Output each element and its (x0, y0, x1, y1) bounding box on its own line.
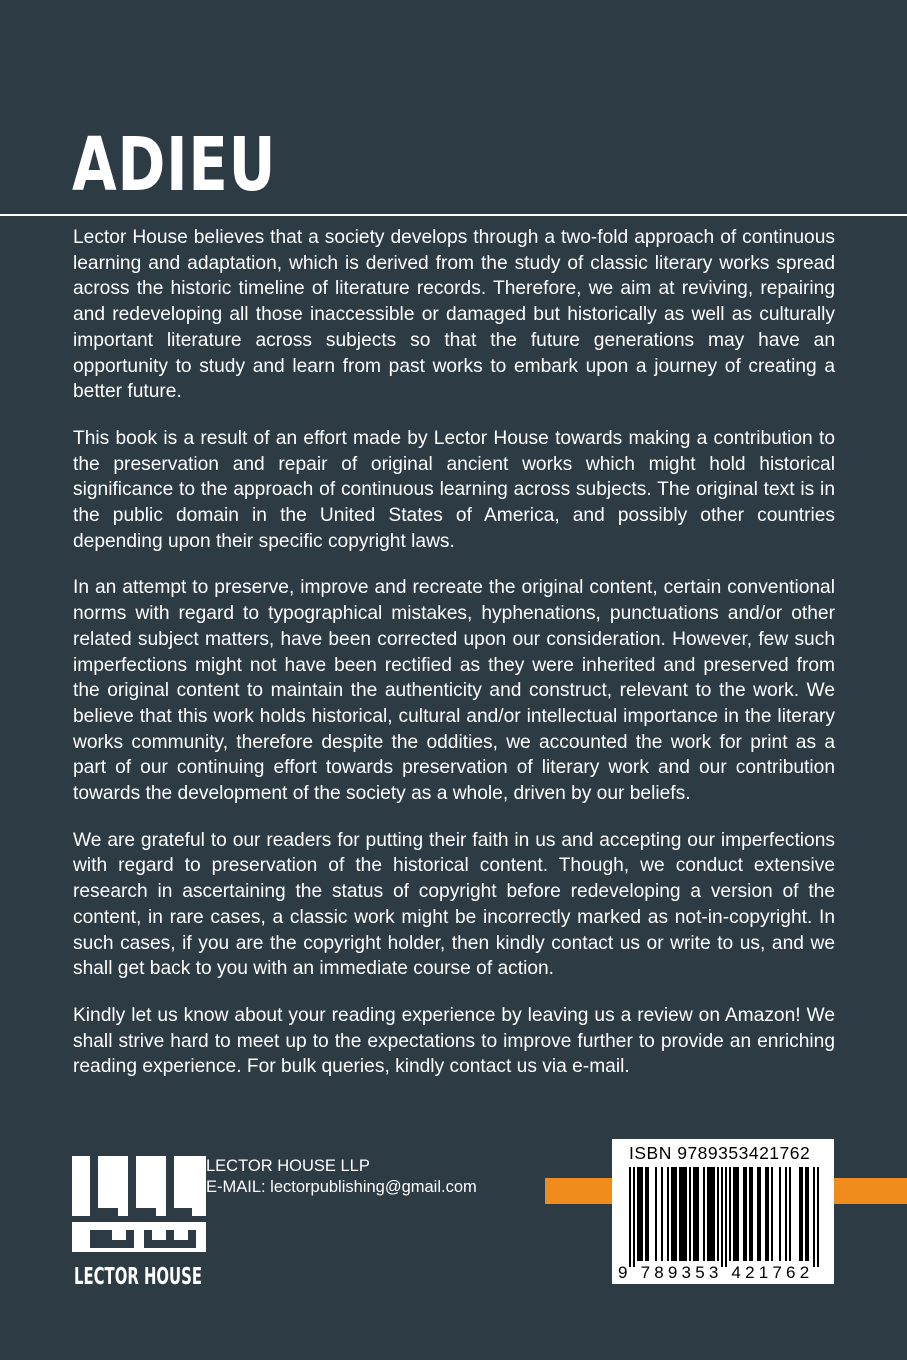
barcode-bar (751, 1167, 753, 1261)
barcode-bar (689, 1167, 691, 1261)
paragraph-5: Kindly let us know about your reading experience by leaving us a review on Amazon! We shall strive hard to meet up to the expectations to improve further to provide an enriching reading experience. For bulk queries, kindly contact us via e-mail. (73, 1004, 835, 1078)
barcode-bar (807, 1167, 809, 1261)
barcode-bar (729, 1167, 731, 1261)
barcode-bar (801, 1167, 803, 1261)
barcode-bar (779, 1167, 781, 1261)
barcode-bar (805, 1167, 807, 1261)
barcode-bar (671, 1167, 673, 1261)
logo-text: LECTOR HOUSE (74, 1264, 202, 1290)
barcode-bar (697, 1167, 699, 1261)
barcode-bar (759, 1167, 761, 1261)
barcode-bar (637, 1167, 639, 1261)
barcode-bar (675, 1167, 677, 1261)
barcode-bar (799, 1167, 801, 1261)
barcode-bar (785, 1167, 787, 1261)
back-cover-text (73, 225, 835, 1101)
barcode-bar (683, 1167, 685, 1261)
barcode-bar (743, 1167, 745, 1261)
book-title: ADIEU (72, 122, 277, 208)
isbn-barcode (612, 1139, 834, 1284)
barcode-bar (745, 1167, 747, 1261)
barcode-bar (667, 1167, 669, 1261)
barcode-bar (681, 1167, 683, 1261)
barcode-bar (703, 1167, 705, 1261)
paragraph-3: In an attempt to preserve, improve and recreate the original content, certain conventional norms with regard to typographical mistakes, hyphenations, punctuations and/or other related subject matters, have been corrected upon our consideration. However, few such imperfections might not have been rectified as they were inherited and preserved from the original content to maintain the authenticity and construct, relevant to the work. We believe that this work holds historical, cultural and/or intellectual importance in the literary works community, therefore despite the oddities, we accounted the work for print as a part of our continuing effort towards preservation of literary work and our contribution towards the development of the society as a whole, driven by our beliefs. (73, 577, 835, 805)
barcode-bar (771, 1167, 773, 1261)
barcode-bar (713, 1167, 715, 1261)
barcode-bar (709, 1167, 711, 1261)
barcode-bar (721, 1167, 723, 1267)
barcode-bar (725, 1167, 727, 1267)
barcode-bar (765, 1167, 767, 1261)
barcode-bar (647, 1167, 649, 1261)
barcode-bar (673, 1167, 675, 1261)
publisher-name: LECTOR HOUSE LLP (206, 1157, 370, 1175)
barcode-bar (695, 1167, 697, 1261)
barcode-bar (661, 1167, 663, 1261)
isbn-label: ISBN 9789353421762 (629, 1143, 811, 1163)
barcode-bar (641, 1167, 643, 1261)
barcode-bar (639, 1167, 641, 1261)
isbn-digits: 9 789353 421762 (618, 1263, 814, 1282)
paragraph-2: This book is a result of an effort made by Lector House towards making a contribution to the preservation and repair of original ancient works which might hold historical significance to the approach of continuous learning across subjects. The original text is in the public domain in the United States of America, and possibly other countries depending upon their specific copyright laws. (73, 427, 835, 552)
title-divider (0, 214, 907, 216)
barcode-bar (817, 1167, 819, 1267)
barcode-bar (629, 1167, 631, 1267)
publisher-email[interactable]: E-MAIL: lectorpublishing@gmail.com (206, 1178, 477, 1196)
barcode-bar (679, 1167, 681, 1261)
barcode-bar (655, 1167, 657, 1261)
barcode-bar (717, 1167, 719, 1261)
publisher-contact (206, 1156, 477, 1198)
paragraph-4: We are grateful to our readers for putting their faith in us and accepting our imperfections with regard to preservation of the historical content. Though, we conduct extensive research in ascertaining the status of copyright before redeveloping a version of the content, in rare cases, a classic work might be incorrectly marked as not-in-copyright. In such cases, if you are the copyright holder, then kindly contact us or write to us, and we shall get back to you with an immediate course of action. (73, 829, 835, 980)
barcode-bar (789, 1167, 791, 1261)
barcode-bar (733, 1167, 735, 1261)
paragraph-1: Lector House believes that a society develops through a two-fold approach of continuous learning and adaptation, which is derived from the study of classic literary works spread across the historic timeline of literature records. Therefore, we aim at reviving, repairing and redeveloping all those inaccessible or damaged but historically as well as culturally important literature across subjects so that the future generations may have an opportunity to study and learn from past works to embark upon a journey of creating a better future. (73, 227, 835, 403)
barcode-bar (813, 1167, 815, 1267)
barcode-bar (737, 1167, 739, 1261)
barcode-bar (645, 1167, 647, 1261)
barcode-bar (767, 1167, 769, 1261)
barcode-bar (749, 1167, 751, 1261)
lector-house-logo (72, 1156, 206, 1290)
barcode-bar (735, 1167, 737, 1261)
barcode-bar (757, 1167, 759, 1261)
barcode-bar (693, 1167, 695, 1261)
barcode-bar (711, 1167, 713, 1261)
barcode-bar (707, 1167, 709, 1261)
barcode-bar (685, 1167, 687, 1261)
barcode-bar (633, 1167, 635, 1267)
